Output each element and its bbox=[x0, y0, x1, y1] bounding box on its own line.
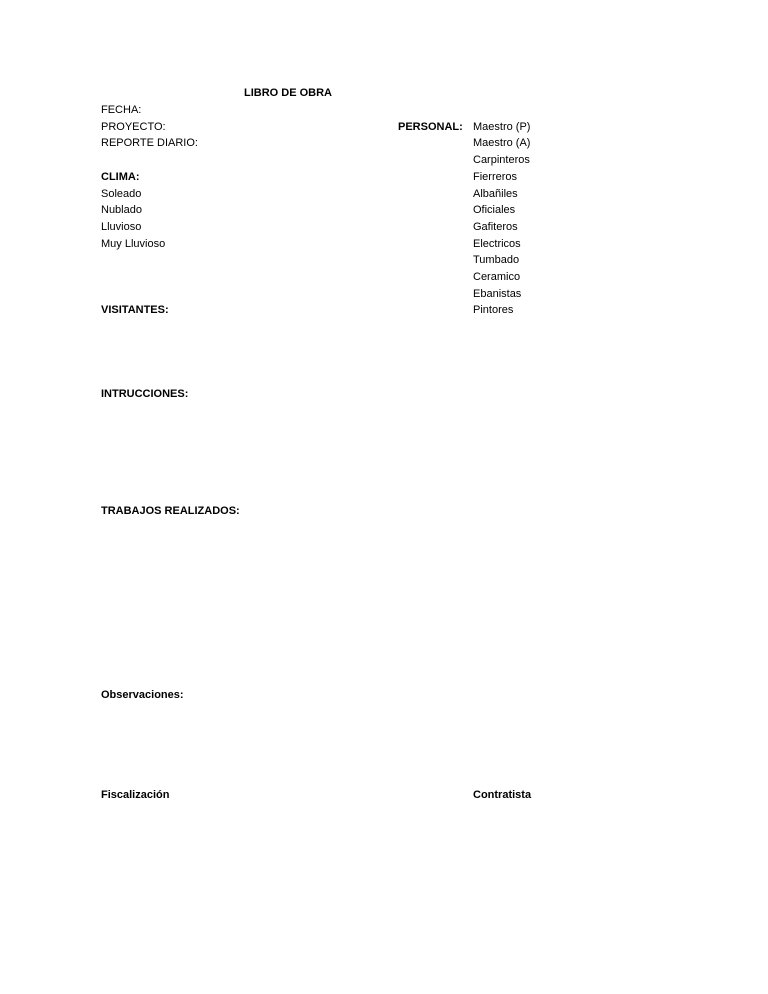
personal-heading: PERSONAL: bbox=[398, 121, 463, 133]
clima-option: Soleado bbox=[101, 188, 142, 200]
observaciones-heading: Observaciones: bbox=[101, 689, 184, 701]
personal-item: Oficiales bbox=[473, 204, 516, 216]
clima-option: Lluvioso bbox=[101, 221, 142, 233]
fecha-label: FECHA: bbox=[101, 104, 142, 116]
personal-item: Maestro (P) bbox=[473, 121, 531, 133]
reporte-diario-label: REPORTE DIARIO: bbox=[101, 137, 198, 149]
trabajos-realizados-heading: TRABAJOS REALIZADOS: bbox=[101, 505, 240, 517]
personal-item: Albañiles bbox=[473, 188, 518, 200]
clima-option: Muy Lluvioso bbox=[101, 238, 166, 250]
personal-item: Carpinteros bbox=[473, 154, 530, 166]
personal-item: Ebanistas bbox=[473, 288, 522, 300]
personal-item: Ceramico bbox=[473, 271, 521, 283]
personal-item: Fierreros bbox=[473, 171, 518, 183]
document-title: LIBRO DE OBRA bbox=[244, 87, 332, 99]
clima-heading: CLIMA: bbox=[101, 171, 140, 183]
personal-item: Maestro (A) bbox=[473, 137, 531, 149]
fiscalizacion-signature-label: Fiscalización bbox=[101, 789, 170, 801]
personal-item: Pintores bbox=[473, 304, 514, 316]
contratista-signature-label: Contratista bbox=[473, 789, 532, 801]
instrucciones-heading: INTRUCCIONES: bbox=[101, 388, 189, 400]
clima-option: Nublado bbox=[101, 204, 142, 216]
personal-item: Tumbado bbox=[473, 254, 520, 266]
personal-item: Gafiteros bbox=[473, 221, 518, 233]
personal-item: Electricos bbox=[473, 238, 521, 250]
proyecto-label: PROYECTO: bbox=[101, 121, 166, 133]
visitantes-heading: VISITANTES: bbox=[101, 304, 169, 316]
